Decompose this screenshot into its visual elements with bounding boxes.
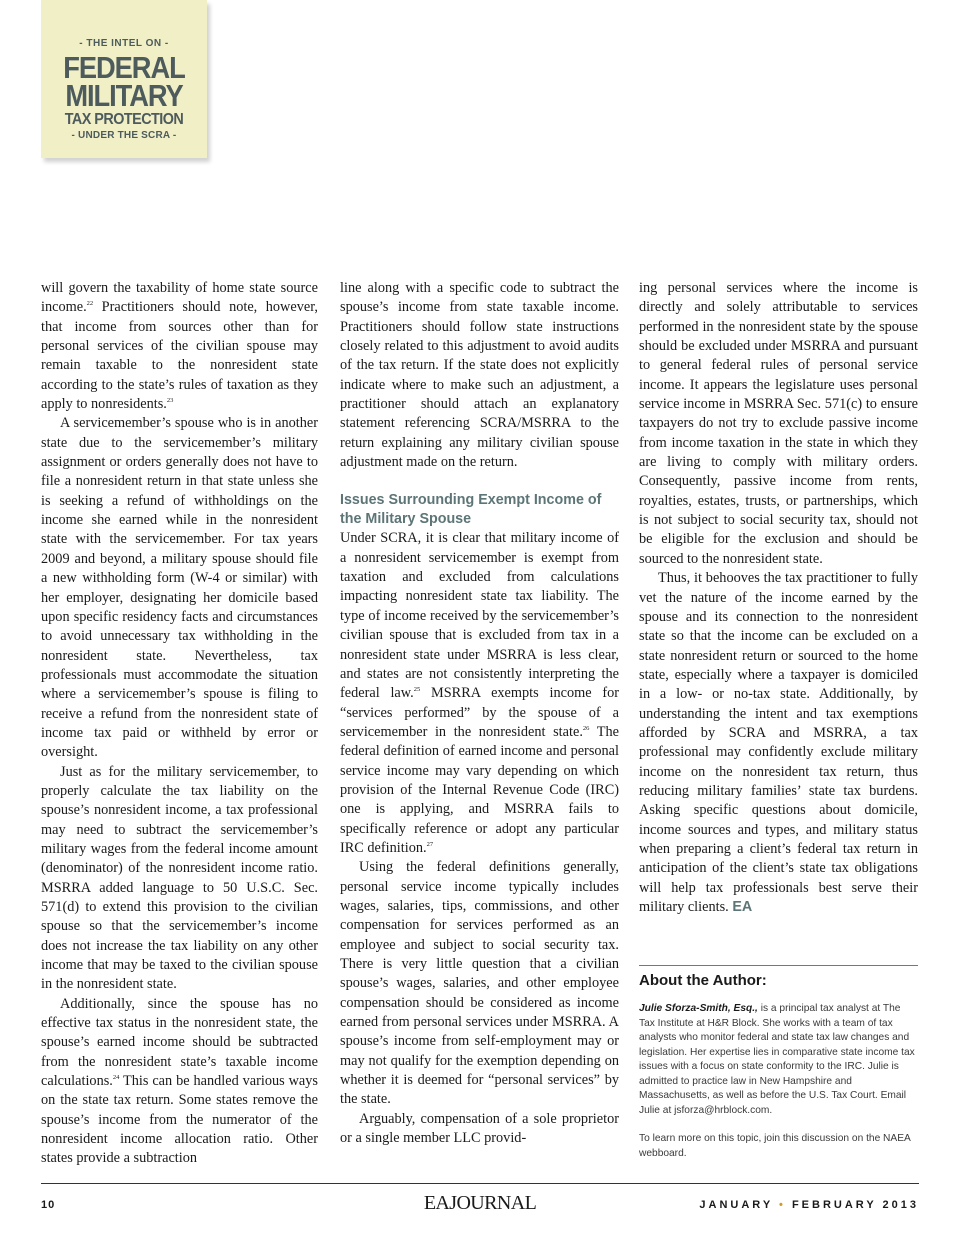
col3-paragraph-2: Thus, it behooves the tax practitioner to fully vet the nature of the income earned by the spouse and its connection to the nonresident state so that the income can be excluded on a state nonresident return or sourced to the home state, especially where a taxpayer is domiciled in a low- or no-tax state. Additionally, by understanding the intent and tax exemptions afforded by SCRA and MSRRA, a tax professional may confidently exclude military income on the nonresident tax return, thus reducing military families’ state tax burdens. Asking specific questions about domicile, income sources and types, and military status when preparing a client’s federal tax return in anticipation of the client’s state tax obligations will help tax professionals best serve their military clients. EA bbox=[639, 570, 918, 915]
col2-paragraph-2: Under SCRA, it is clear that military income of a nonresident servicemember is exempt from taxation and excluded from calculations impacting nonresident state tax liability. The type of income received by the servicemember’s civilian spouse that is excluded from tax in a nonresident state under MSRRA is less clear, and states are not consistently interpreting the federal law.$^{25}$ MSRRA exempts income for “services performed” by the spouse of a servicemember in the nonresident state.$^{26}$ The federal definition of earned income and personal service income may vary depending on which provision of the Internal Revenue Code (IRC) one is applying, and MSRRA fails to specifically reference or adopt any particular IRC definition.$^{27}$ bbox=[340, 530, 620, 856]
col1-paragraph-2: A servicemember’s spouse who is in another state due to the servicemember’s military assignment or orders generally does not have to file a nonresident return in that state unless she is seeking a refund of withholdings on the income she earned while in the nonresident state with the servicemember. For tax years 2009 and beyond, a military spouse should file a new withholding form (W-4 or similar) with her employer, designating her domicile based upon specific residency facts and circumstances to avoid unnecessary tax withholding in the nonresident state. Nevertheless, tax professionals must accommodate the situation where a servicemember’s spouse is filing to receive a refund from the nonresident state of income tax paid or withheld by error or oversight. bbox=[41, 415, 318, 761]
col3-paragraph-1: ing personal services where the income is directly and solely attributable to services performed in the nonresident state by the spouse should be excluded under MSRRA and pursuant to general federal rules of personal service income. It appears the legislature uses personal service income in MSRRA Sec. 571(c) to ensure taxpayers do not try to exclude passive income from income taxation in the state in which they are living to comply with military orders. Consequently, passive income from rents, royalties, estates, trusts, or partnerships, which is not subject to social security tax, should not be eligible for the exclusion and should be sourced to the nonresident state. bbox=[639, 280, 918, 567]
footnote-ref: 23 bbox=[166, 397, 174, 405]
webboard-note: To learn more on this topic, join this discussion on the NAEA webboard. bbox=[639, 1133, 911, 1159]
series-badge bbox=[41, 0, 207, 158]
issue-separator: • bbox=[779, 1199, 786, 1211]
footnote-ref: 26 bbox=[582, 724, 590, 732]
footnote-ref: 25 bbox=[413, 686, 421, 694]
section-subheading: Issues Surrounding Exempt Income of the Military Spouse bbox=[340, 492, 602, 528]
article-column-2 bbox=[340, 279, 619, 1148]
page-number: 10 bbox=[41, 1199, 56, 1211]
footer-divider bbox=[41, 1183, 919, 1184]
col2-paragraph-4: Arguably, compensation of a sole proprietor or a single member LLC provid- bbox=[340, 1110, 619, 1147]
issue-date: JANUARY • FEBRUARY 2013 bbox=[699, 1199, 919, 1211]
badge-title-tax-protection: TAX PROTECTION bbox=[64, 111, 184, 128]
article-column-1 bbox=[41, 279, 318, 1169]
author-name: Julie Sforza-Smith, Esq., bbox=[639, 1003, 758, 1014]
col1-paragraph-4: Additionally, since the spouse has no effective tax status in the nonresident state, the spouse’s earned income should be subtracted from the nonresident state’s taxable income calculations.$^{24}$ This can be handled various ways on the state tax return. Some states remove the spouse’s income from the numerator of the nonresident income allocation ratio. Other states provide a subtraction bbox=[41, 995, 318, 1167]
article-column-3 bbox=[639, 279, 918, 917]
col1-paragraph-3: Just as for the military servicemember, to properly calculate the tax liability on the spouse’s nonresident income, a tax professional may need to subtract the servicemember’s military wages from the federal income amount (denominator) of the nonresident income ratio. MSRRA added language to 50 U.S.C. Sec. 571(d) to extend this provision to the civilian spouse so that the servicemember’s income does not increase the tax liability on any other income that may be taxed to the civilian spouse in the nonresident state. bbox=[41, 763, 318, 993]
journal-logo: EAJOURNAL bbox=[423, 1192, 537, 1214]
badge-title-military: MILITARY bbox=[65, 78, 183, 113]
about-author-title: About the Author: bbox=[639, 972, 767, 989]
footnote-ref: 24 bbox=[112, 1074, 120, 1082]
col2-paragraph-3: Using the federal definitions generally, personal service income typically includes wages, salaries, tips, commissions, and other compensation for services performed as an employee and subject to social security tax. There is very little question that a civilian spouse’s wages, salaries, and other employee compensation should be considered as income earned from personal services under MSRRA. A spouse’s income from self-employment may or may not qualify for the exemption depending on whether it is deemed for “personal services” by the state. bbox=[340, 859, 619, 1108]
badge-title-federal: FEDERAL bbox=[63, 50, 185, 85]
end-mark: EA bbox=[732, 899, 753, 915]
badge-intel-label: - THE INTEL ON - bbox=[79, 38, 169, 49]
about-author-bio: Julie Sforza-Smith, Esq., is a principal tax analyst at The Tax Institute at H&R Block. She works with a team of tax analysts who monitor federal and state tax law changes and legislation. Her expertise lies in comparative state income tax issues with a focus on state conformity to the IRC. Julie is admitted to practice law in New Hampshire and Massachusetts, as well as before the U.S. Tax Court. Email Julie at jsforza@hrblock.com. bbox=[639, 1003, 915, 1116]
col2-paragraph-1: line along with a specific code to subtract the spouse’s income from state taxable income. Practitioners should follow state instructions closely related to this adjustment to avoid audits of the tax return. If the state does not explicitly indicate where to make such an adjustment, a practitioner should attach an explanatory statement referencing SCRA/MSRRA to the return explaining any military civilian spouse adjustment made on the return. bbox=[340, 280, 619, 471]
footnote-ref: 27 bbox=[426, 840, 434, 848]
about-divider bbox=[639, 965, 918, 966]
footnote-ref: 22 bbox=[86, 300, 94, 308]
col1-paragraph-1: will govern the taxability of home state source income.$^{22}$ Practitioners should note, however, that income from sources other than for personal services of the civilian spouse may remain taxable to the nonresident state according to the state’s rules of taxation as they apply to nonresidents.$^{23}$ bbox=[41, 280, 318, 413]
badge-subtitle: - UNDER THE SCRA - bbox=[71, 130, 177, 141]
